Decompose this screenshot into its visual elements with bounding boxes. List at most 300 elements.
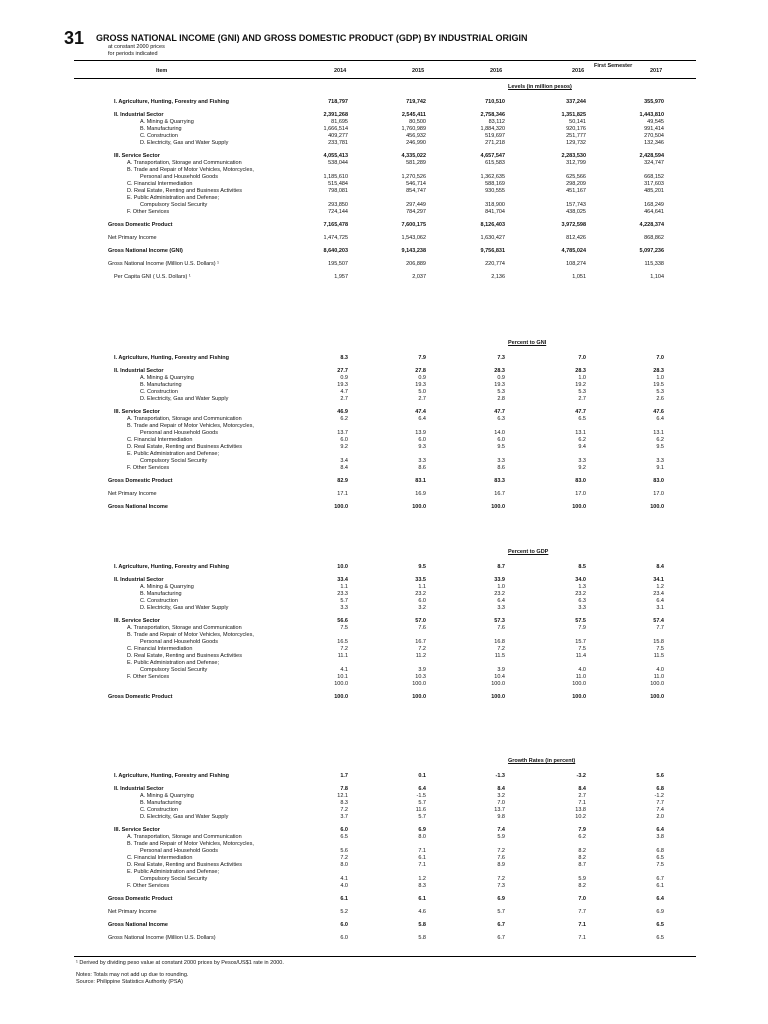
row-value: 12.1 [337,793,348,799]
table-row [0,584,768,591]
row-value: 100.0 [572,681,586,687]
row-value: 7.9 [578,625,586,631]
header-rule [74,78,696,79]
row-label: B. Manufacturing [140,126,182,132]
row-label: I. Agriculture, Hunting, Forestry and Fishing [114,99,229,105]
row-label: Gross National Income (GNI) [108,248,183,254]
row-label: A. Transportation, Storage and Communication [127,625,242,631]
row-value: 3.3 [578,605,586,611]
row-value: 5.3 [497,389,505,395]
row-value: 1.7 [340,773,348,779]
row-value: 33.5 [415,577,426,583]
row-label: A. Mining & Quarrying [140,119,194,125]
table-row [0,848,768,855]
row-value: 5.6 [656,773,664,779]
row-value: 515,484 [328,181,348,187]
row-value: 5.8 [418,935,426,941]
row-value: 409,277 [328,133,348,139]
row-value: 9.8 [497,814,505,820]
row-label: B. Manufacturing [140,382,182,388]
row-value: 233,781 [328,140,348,146]
table-row [0,896,768,903]
row-value: 11.0 [653,674,664,680]
table-row [0,389,768,396]
row-value: 868,862 [644,235,664,241]
row-value: 10.0 [337,564,348,570]
table-row [0,807,768,814]
row-value: 57.3 [494,618,505,624]
table-row [0,174,768,181]
row-label: F. Other Services [127,465,170,471]
row-value: 324,747 [644,160,664,166]
table-row [0,195,768,202]
subtitle-periods: for periods indicated [108,51,158,57]
row-value: 298,209 [566,181,586,187]
row-value: 47.7 [494,409,505,415]
bottom-rule [74,956,696,957]
row-value: 6.7 [656,876,664,882]
row-value: 100.0 [491,694,505,700]
table-row [0,855,768,862]
row-value: 100.0 [650,681,664,687]
table-row [0,598,768,605]
row-label: Personal and Household Goods [140,639,218,645]
row-value: 16.7 [494,491,505,497]
row-value: 82.9 [337,478,348,484]
row-value: 47.7 [575,409,586,415]
row-value: 8.0 [418,834,426,840]
row-label: C. Financial Intermediation [127,855,193,861]
row-value: 8.2 [578,855,586,861]
row-value: 17.0 [653,491,664,497]
row-value: 23.2 [415,591,426,597]
row-label: E. Public Administration and Defense; [127,660,220,666]
table-row [0,375,768,382]
row-value: 355,970 [644,99,664,105]
row-value: 206,889 [406,261,426,267]
row-value: 318,900 [485,202,505,208]
row-value: 100.0 [491,681,505,687]
row-value: 100.0 [650,504,664,510]
table-row [0,119,768,126]
row-value: -1.5 [416,793,426,799]
row-value: 2,428,594 [639,153,664,159]
row-value: 581,289 [406,160,426,166]
table-row [0,112,768,119]
row-value: 10.3 [415,674,426,680]
footnote-notes: Notes: Totals may not add up due to rounding. [76,972,189,978]
row-value: 7.2 [418,646,426,652]
row-value: 1,051 [572,274,586,280]
row-value: 7.5 [578,646,586,652]
row-value: 538,044 [328,160,348,166]
row-value: 100.0 [334,504,348,510]
row-value: 57.4 [653,618,664,624]
row-value: 15.8 [653,639,664,645]
table-row [0,660,768,667]
row-value: 7,165,478 [323,222,348,228]
row-value: 3.4 [340,458,348,464]
row-value: 337,244 [566,99,586,105]
row-value: 4,055,413 [323,153,348,159]
row-value: 1,957 [334,274,348,280]
table-row [0,632,768,639]
table-row [0,409,768,416]
row-value: 11.2 [415,653,426,659]
row-label: C. Construction [140,598,178,604]
row-label: II. Industrial Sector [114,112,164,118]
row-value: 6.0 [340,935,348,941]
row-value: 7.5 [656,646,664,652]
row-value: 6.2 [578,437,586,443]
table-row [0,793,768,800]
row-value: 13.1 [653,430,664,436]
row-value: 519,697 [485,133,505,139]
row-value: 2.7 [418,396,426,402]
row-value: 6.7 [497,922,505,928]
table-row [0,834,768,841]
row-label: B. Manufacturing [140,591,182,597]
table-row [0,639,768,646]
row-value: 23.2 [494,591,505,597]
table-row [0,188,768,195]
table-row [0,935,768,942]
top-rule [74,60,696,61]
row-value: 16.5 [337,639,348,645]
row-value: 11.0 [575,674,586,680]
row-value: 9.5 [418,564,426,570]
row-value: 3.2 [418,605,426,611]
row-value: 100.0 [412,694,426,700]
row-value: 5.0 [418,389,426,395]
row-value: 0.9 [497,375,505,381]
row-value: 4,657,547 [480,153,505,159]
row-label: I. Agriculture, Hunting, Forestry and Fishing [114,355,229,361]
row-value: 3,972,598 [561,222,586,228]
table-row [0,909,768,916]
row-value: 2,545,411 [401,112,426,118]
row-value: 3.3 [418,458,426,464]
row-value: 7.2 [497,848,505,854]
row-value: 7,600,175 [401,222,426,228]
row-value: 2.6 [656,396,664,402]
table-row [0,261,768,268]
row-value: 81,695 [331,119,348,125]
row-value: 7.9 [418,355,426,361]
table-row [0,430,768,437]
row-label: C. Construction [140,807,178,813]
row-value: 47.4 [415,409,426,415]
row-value: 1,351,825 [561,112,586,118]
row-value: 1,884,320 [480,126,505,132]
table-row [0,235,768,242]
row-value: 724,144 [328,209,348,215]
table-row [0,504,768,511]
row-value: 1.0 [497,584,505,590]
section-title: Percent to GNI [508,340,547,346]
row-value: 456,932 [406,133,426,139]
table-row [0,423,768,430]
col-first-semester: First Semester [594,63,633,69]
row-value: 7.1 [578,935,586,941]
row-label: B. Trade and Repair of Motor Vehicles, Motorcycles, [127,423,254,429]
row-label: Gross National Income (Million U.S. Dollars) ¹ [108,261,219,267]
row-value: 9.2 [578,465,586,471]
table-row [0,126,768,133]
row-value: 7.7 [578,909,586,915]
row-value: 3.7 [340,814,348,820]
row-value: 57.0 [415,618,426,624]
row-label: Net Primary Income [108,909,157,915]
row-label: A. Transportation, Storage and Communication [127,416,242,422]
row-value: 798,081 [328,188,348,194]
row-value: 438,025 [566,209,586,215]
row-value: 271,218 [485,140,505,146]
row-value: 195,507 [328,261,348,267]
row-label: A. Mining & Quarrying [140,375,194,381]
row-value: 8.3 [340,355,348,361]
row-value: 168,249 [644,202,664,208]
table-row [0,681,768,688]
table-number: 31 [64,28,85,48]
table-row [0,491,768,498]
row-value: 1,104 [650,274,664,280]
row-value: 19.3 [415,382,426,388]
row-value: 5.6 [340,848,348,854]
row-value: 3.2 [497,793,505,799]
table-row [0,618,768,625]
row-value: 80,500 [409,119,426,125]
row-value: 6.9 [497,896,505,902]
row-label: Compulsory Social Security [140,458,208,464]
row-value: 8,126,403 [480,222,505,228]
row-value: 11.1 [337,653,348,659]
row-label: III. Service Sector [114,618,160,624]
row-value: 1.0 [578,375,586,381]
row-value: 220,774 [485,261,505,267]
table-row [0,99,768,106]
row-value: 8.4 [497,786,505,792]
row-value: 1.0 [656,375,664,381]
row-value: 1,760,989 [401,126,426,132]
row-label: Gross Domestic Product [108,896,173,902]
row-label: Net Primary Income [108,491,157,497]
table-row [0,827,768,834]
row-label: Gross Domestic Product [108,694,173,700]
table-row [0,591,768,598]
row-value: 6.3 [497,416,505,422]
row-value: 100.0 [334,694,348,700]
row-value: 83.0 [653,478,664,484]
col-2016: 2016 [490,68,503,74]
row-value: 6.8 [656,786,664,792]
table-row [0,814,768,821]
row-value: 246,990 [406,140,426,146]
row-value: 9.3 [418,444,426,450]
row-value: 2,391,268 [323,112,348,118]
col-2015: 2015 [412,68,425,74]
row-value: 6.0 [340,922,348,928]
row-value: 854,747 [406,188,426,194]
row-value: 7.1 [418,848,426,854]
subtitle-prices: at constant 2000 prices [108,44,165,50]
row-value: 47.6 [653,409,664,415]
table-row [0,153,768,160]
row-value: 4.0 [340,883,348,889]
row-label: Gross Domestic Product [108,478,173,484]
row-value: 6.9 [656,909,664,915]
table-row [0,800,768,807]
row-value: 7.0 [656,355,664,361]
row-value: 9.2 [340,444,348,450]
row-value: 8.6 [497,465,505,471]
row-value: 46.9 [337,409,348,415]
row-label: C. Financial Intermediation [127,437,193,443]
row-value: 19.3 [494,382,505,388]
table-row [0,646,768,653]
row-value: 129,732 [566,140,586,146]
row-value: 83.1 [415,478,426,484]
row-value: 8.4 [340,465,348,471]
row-value: 157,743 [566,202,586,208]
row-value: 83.0 [575,478,586,484]
row-value: 588,169 [485,181,505,187]
row-label: Gross National Income [108,922,168,928]
row-value: 625,566 [566,174,586,180]
table-row [0,396,768,403]
row-value: 6.0 [340,827,348,833]
table-row [0,167,768,174]
row-value: 6.9 [418,827,426,833]
section-title: Percent to GDP [508,549,549,555]
row-value: 5.3 [656,389,664,395]
row-value: 34.1 [653,577,664,583]
table-row [0,876,768,883]
row-value: 9,143,238 [401,248,426,254]
row-value: 1,185,610 [323,174,348,180]
row-value: 13.7 [337,430,348,436]
row-value: 33.4 [337,577,348,583]
row-label: D. Real Estate, Renting and Business Activities [127,188,242,194]
row-value: 920,176 [566,126,586,132]
row-value: 115,338 [644,261,664,267]
row-value: 8.3 [340,800,348,806]
row-value: 7.6 [418,625,426,631]
table-row [0,368,768,375]
row-value: -1.2 [654,793,664,799]
row-value: 7.3 [497,883,505,889]
row-value: 5.2 [340,909,348,915]
row-label: I. Agriculture, Hunting, Forestry and Fishing [114,773,229,779]
row-label: D. Real Estate, Renting and Business Activities [127,653,242,659]
row-label: I. Agriculture, Hunting, Forestry and Fishing [114,564,229,570]
row-value: 6.4 [656,416,664,422]
row-label: C. Construction [140,133,178,139]
row-value: 19.2 [575,382,586,388]
row-value: 7.5 [340,625,348,631]
row-value: 9.5 [656,444,664,450]
row-value: 4.6 [418,909,426,915]
row-value: 3.3 [578,458,586,464]
row-value: 8.6 [418,465,426,471]
row-value: 6.2 [656,437,664,443]
table-row [0,133,768,140]
table-row [0,355,768,362]
row-value: 50,141 [569,119,586,125]
row-value: 6.0 [340,437,348,443]
row-label: II. Industrial Sector [114,368,164,374]
table-row [0,862,768,869]
row-value: 16.8 [494,639,505,645]
row-value: 14.0 [494,430,505,436]
row-label: Gross National Income [108,504,168,510]
row-value: 4.0 [578,667,586,673]
row-value: 312,799 [566,160,586,166]
row-value: 6.5 [656,935,664,941]
col-sem-2016: 2016 [572,68,585,74]
row-label: D. Real Estate, Renting and Business Activities [127,444,242,450]
row-value: 5.7 [418,800,426,806]
table-row [0,605,768,612]
row-label: Gross Domestic Product [108,222,173,228]
row-value: -1.3 [495,773,505,779]
row-value: 6.2 [578,834,586,840]
row-label: D. Real Estate, Renting and Business Activities [127,862,242,868]
row-value: 83.3 [494,478,505,484]
row-label: E. Public Administration and Defense; [127,451,220,457]
row-value: 6.4 [656,827,664,833]
row-value: 13.9 [415,430,426,436]
row-value: 4,228,374 [639,222,664,228]
row-value: 27.8 [415,368,426,374]
table-row [0,869,768,876]
row-value: 11.4 [575,653,586,659]
row-value: 3.1 [656,605,664,611]
table-row [0,451,768,458]
table-row [0,883,768,890]
row-value: 7.0 [497,800,505,806]
row-value: 1.2 [418,876,426,882]
table-row [0,458,768,465]
row-label: D. Electricity, Gas and Water Supply [140,140,229,146]
row-value: 100.0 [491,504,505,510]
row-value: 2.7 [340,396,348,402]
table-row [0,248,768,255]
row-value: 57.5 [575,618,586,624]
table-row [0,841,768,848]
row-value: 10.4 [494,674,505,680]
table-row [0,444,768,451]
row-value: 13.1 [575,430,586,436]
row-value: 8.2 [578,883,586,889]
row-value: 19.3 [337,382,348,388]
row-value: 100.0 [412,504,426,510]
row-value: 17.1 [337,491,348,497]
row-label: II. Industrial Sector [114,577,164,583]
table-row [0,274,768,281]
row-label: A. Mining & Quarrying [140,584,194,590]
row-value: 7.9 [578,827,586,833]
row-label: A. Transportation, Storage and Communication [127,834,242,840]
row-value: 7.7 [656,800,664,806]
row-value: 7.1 [578,800,586,806]
table-row [0,667,768,674]
table-row [0,674,768,681]
row-value: 11.5 [494,653,505,659]
row-label: Net Primary Income [108,235,157,241]
row-label: B. Manufacturing [140,800,182,806]
row-label: B. Trade and Repair of Motor Vehicles, Motorcycles, [127,841,254,847]
